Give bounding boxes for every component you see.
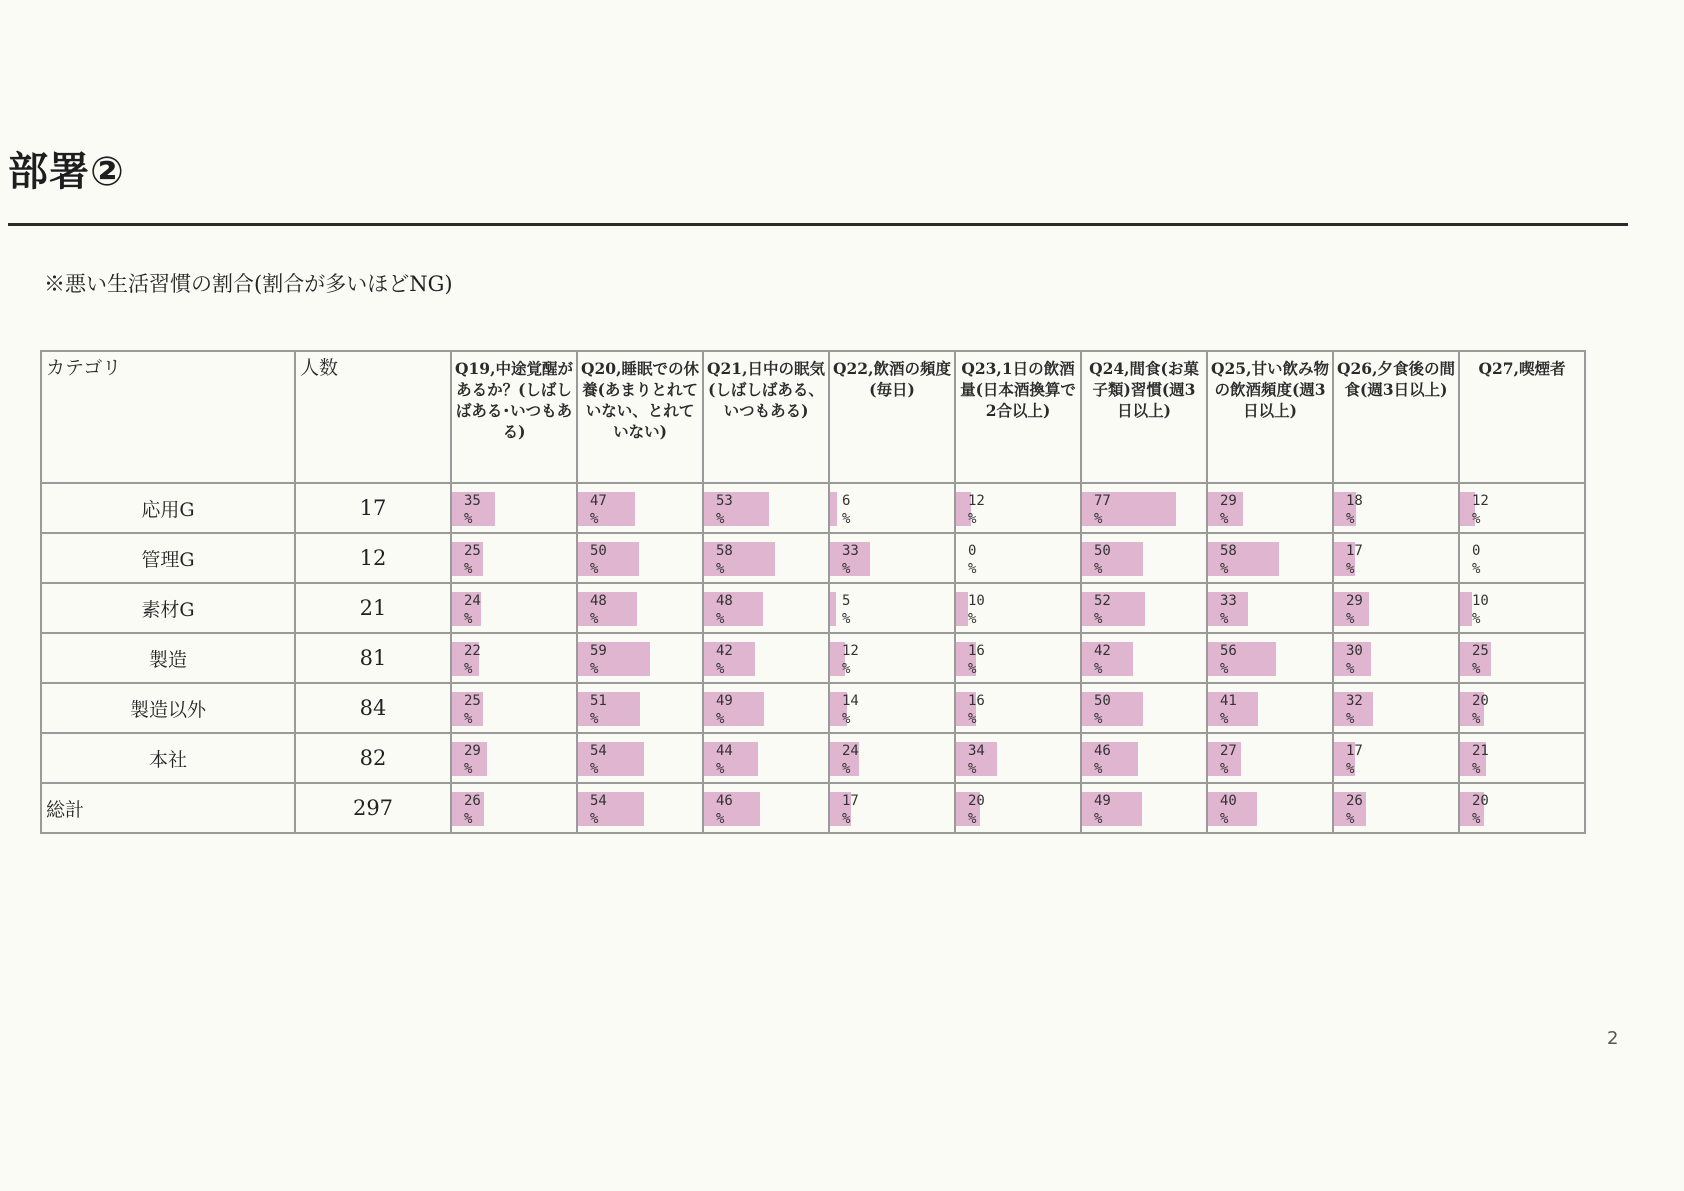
pct-bar (1082, 792, 1142, 826)
pct-label: 25 % (464, 543, 481, 577)
pct-cell (1207, 583, 1333, 633)
pct-cell (1333, 483, 1459, 533)
pct-cell (829, 583, 955, 633)
pct-cell (1207, 783, 1333, 833)
pct-label: 46 % (1094, 743, 1111, 777)
pct-label: 6 % (842, 493, 851, 527)
header-count: 人数 (295, 351, 451, 483)
header-q27: Q27,喫煙者 (1459, 351, 1585, 483)
pct-cell (1081, 733, 1207, 783)
pct-cell (1333, 733, 1459, 783)
pct-cell (955, 583, 1081, 633)
pct-label: 49 % (1094, 793, 1111, 827)
table-row (41, 533, 1585, 583)
pct-cell (1081, 683, 1207, 733)
row-count: 84 (295, 683, 451, 733)
note-text: ※悪い生活習慣の割合(割合が多いほどNG) (44, 272, 453, 296)
pct-bar (830, 592, 836, 626)
pct-label: 33 % (842, 543, 859, 577)
pct-label: 22 % (464, 643, 481, 677)
pct-label: 30 % (1346, 643, 1363, 677)
pct-label: 10 % (968, 593, 985, 627)
pct-label: 5 % (842, 593, 851, 627)
pct-label: 20 % (1472, 693, 1489, 727)
pct-label: 42 % (716, 643, 733, 677)
pct-label: 56 % (1220, 643, 1237, 677)
row-count: 297 (295, 783, 451, 833)
pct-cell (703, 783, 829, 833)
pct-label: 59 % (590, 643, 607, 677)
pct-label: 77 % (1094, 493, 1111, 527)
pct-label: 10 % (1472, 593, 1489, 627)
pct-label: 24 % (464, 593, 481, 627)
pct-cell (1333, 583, 1459, 633)
table-row (41, 633, 1585, 683)
pct-cell (1207, 533, 1333, 583)
pct-bar (704, 592, 763, 626)
row-count: 81 (295, 633, 451, 683)
pct-label: 27 % (1220, 743, 1237, 777)
pct-cell (451, 533, 577, 583)
table-body (41, 483, 1585, 833)
pct-label: 29 % (464, 743, 481, 777)
row-count: 17 (295, 483, 451, 533)
pct-label: 44 % (716, 743, 733, 777)
pct-label: 34 % (968, 743, 985, 777)
pct-bar (578, 592, 637, 626)
pct-bar (1208, 642, 1276, 676)
pct-cell (1081, 633, 1207, 683)
pct-cell (829, 533, 955, 583)
pct-bar (1082, 542, 1143, 576)
pct-label: 50 % (1094, 543, 1111, 577)
pct-cell (1459, 733, 1585, 783)
pct-label: 40 % (1220, 793, 1237, 827)
row-count: 12 (295, 533, 451, 583)
table-row (41, 683, 1585, 733)
pct-label: 21 % (1472, 743, 1489, 777)
row-count: 21 (295, 583, 451, 633)
table-row (41, 483, 1585, 533)
pct-cell (451, 733, 577, 783)
pct-cell (1459, 583, 1585, 633)
pct-cell (1459, 683, 1585, 733)
pct-cell (955, 483, 1081, 533)
pct-cell (829, 483, 955, 533)
pct-bar (1460, 592, 1472, 626)
pct-cell (955, 533, 1081, 583)
pct-cell (1459, 483, 1585, 533)
pct-cell (703, 533, 829, 583)
table-row (41, 583, 1585, 633)
pct-label: 51 % (590, 693, 607, 727)
pct-label: 42 % (1094, 643, 1111, 677)
header-q19: Q19,中途覚醒があるか？(しばしばある･いつもある) (451, 351, 577, 483)
pct-bar (704, 692, 764, 726)
title-divider (8, 223, 1628, 226)
pct-cell (955, 633, 1081, 683)
header-q23: Q23,1日の飲酒量(日本酒換算で2合以上) (955, 351, 1081, 483)
pct-label: 54 % (590, 793, 607, 827)
row-category: 素材G (41, 583, 295, 633)
pct-label: 46 % (716, 793, 733, 827)
pct-bar (578, 792, 644, 826)
pct-label: 48 % (590, 593, 607, 627)
pct-label: 29 % (1346, 593, 1363, 627)
pct-cell (451, 683, 577, 733)
pct-cell (1081, 483, 1207, 533)
pct-label: 0 % (968, 543, 977, 577)
row-category: 管理G (41, 533, 295, 583)
pct-label: 16 % (968, 693, 985, 727)
pct-cell (703, 683, 829, 733)
pct-label: 41 % (1220, 693, 1237, 727)
pct-cell (1207, 733, 1333, 783)
pct-label: 12 % (842, 643, 859, 677)
pct-cell (703, 483, 829, 533)
pct-cell (1459, 633, 1585, 683)
pct-label: 25 % (464, 693, 481, 727)
pct-label: 49 % (716, 693, 733, 727)
pct-label: 29 % (1220, 493, 1237, 527)
pct-cell (1333, 533, 1459, 583)
pct-label: 50 % (590, 543, 607, 577)
pct-label: 48 % (716, 593, 733, 627)
habits-table (40, 350, 1586, 834)
pct-label: 17 % (842, 793, 859, 827)
header-q25: Q25,甘い飲み物の飲酒頻度(週3日以上) (1207, 351, 1333, 483)
pct-bar (956, 592, 968, 626)
page-title: 部署② (8, 149, 125, 195)
pct-label: 14 % (842, 693, 859, 727)
pct-label: 58 % (716, 543, 733, 577)
pct-bar (704, 542, 775, 576)
pct-cell (1081, 783, 1207, 833)
pct-label: 16 % (968, 643, 985, 677)
row-category: 製造以外 (41, 683, 295, 733)
pct-cell (451, 783, 577, 833)
pct-cell (1459, 533, 1585, 583)
pct-bar (1208, 542, 1279, 576)
pct-label: 20 % (968, 793, 985, 827)
pct-cell (1207, 633, 1333, 683)
row-category: 総計 (41, 783, 295, 833)
pct-cell (1081, 583, 1207, 633)
pct-bar (578, 742, 644, 776)
pct-cell (955, 783, 1081, 833)
pct-cell (955, 733, 1081, 783)
pct-cell (577, 683, 703, 733)
pct-label: 50 % (1094, 693, 1111, 727)
pct-cell (703, 633, 829, 683)
pct-cell (1333, 683, 1459, 733)
pct-cell (829, 733, 955, 783)
pct-bar (704, 492, 769, 526)
pct-label: 12 % (1472, 493, 1489, 527)
pct-cell (577, 533, 703, 583)
header-q26: Q26,夕食後の間食(週3日以上) (1333, 351, 1459, 483)
page-number: 2 (1607, 1028, 1619, 1049)
header-q21: Q21,日中の眠気(しばしばある、いつもある) (703, 351, 829, 483)
pct-label: 12 % (968, 493, 985, 527)
row-category: 製造 (41, 633, 295, 683)
pct-label: 33 % (1220, 593, 1237, 627)
pct-label: 17 % (1346, 543, 1363, 577)
header-q24: Q24,間食(お菓子類)習慣(週3日以上) (1081, 351, 1207, 483)
pct-cell (1333, 633, 1459, 683)
pct-cell (829, 683, 955, 733)
pct-cell (829, 633, 955, 683)
pct-cell (451, 483, 577, 533)
pct-label: 17 % (1346, 743, 1363, 777)
pct-cell (829, 783, 955, 833)
pct-cell (577, 633, 703, 683)
pct-bar (578, 642, 650, 676)
header-q22: Q22,飲酒の頻度(毎日) (829, 351, 955, 483)
pct-label: 32 % (1346, 693, 1363, 727)
pct-label: 0 % (1472, 543, 1481, 577)
pct-label: 58 % (1220, 543, 1237, 577)
pct-cell (577, 733, 703, 783)
pct-cell (703, 733, 829, 783)
pct-cell (1207, 683, 1333, 733)
header-row (41, 351, 1585, 483)
row-category: 応用G (41, 483, 295, 533)
pct-label: 25 % (1472, 643, 1489, 677)
row-count: 82 (295, 733, 451, 783)
pct-cell (577, 583, 703, 633)
pct-cell (1207, 483, 1333, 533)
pct-label: 53 % (716, 493, 733, 527)
pct-cell (955, 683, 1081, 733)
row-category: 本社 (41, 733, 295, 783)
pct-bar (1082, 692, 1143, 726)
table-row (41, 783, 1585, 833)
pct-label: 47 % (590, 493, 607, 527)
pct-cell (577, 783, 703, 833)
pct-label: 26 % (1346, 793, 1363, 827)
header-category: カテゴリ (41, 351, 295, 483)
pct-cell (1459, 783, 1585, 833)
pct-cell (451, 633, 577, 683)
pct-cell (703, 583, 829, 633)
pct-cell (1333, 783, 1459, 833)
pct-label: 20 % (1472, 793, 1489, 827)
pct-bar (578, 542, 639, 576)
pct-label: 18 % (1346, 493, 1363, 527)
pct-label: 35 % (464, 493, 481, 527)
pct-label: 26 % (464, 793, 481, 827)
pct-label: 54 % (590, 743, 607, 777)
pct-cell (577, 483, 703, 533)
pct-bar (1082, 592, 1145, 626)
pct-bar (830, 492, 837, 526)
header-q20: Q20,睡眠での休養(あまりとれていない、とれていない) (577, 351, 703, 483)
pct-bar (578, 692, 640, 726)
pct-label: 24 % (842, 743, 859, 777)
pct-label: 52 % (1094, 593, 1111, 627)
pct-cell (451, 583, 577, 633)
table-row (41, 733, 1585, 783)
pct-cell (1081, 533, 1207, 583)
